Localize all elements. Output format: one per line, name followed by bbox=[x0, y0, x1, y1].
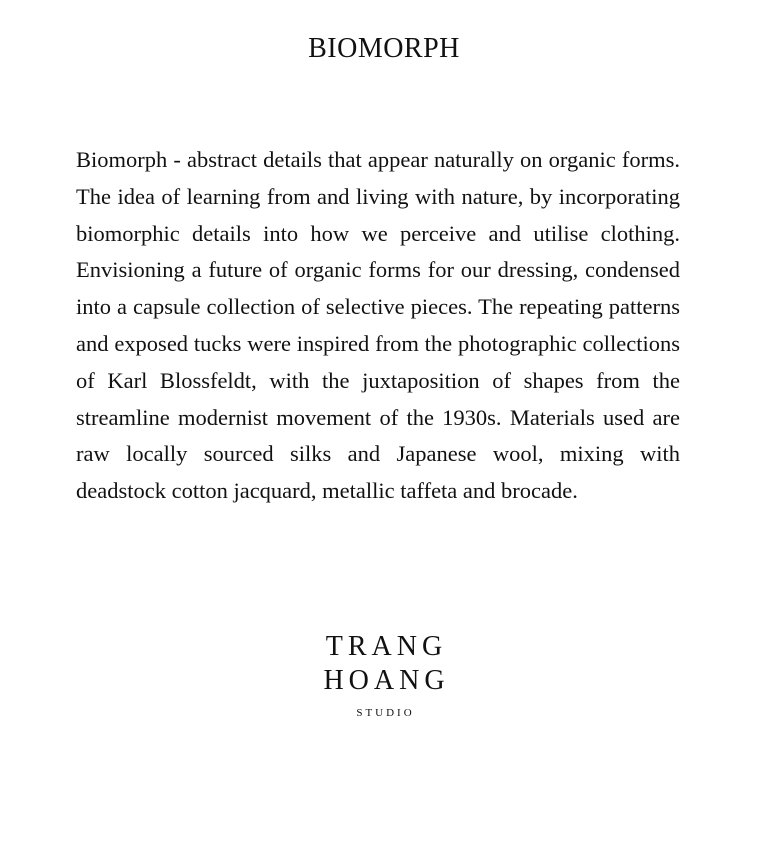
description-paragraph: Biomorph - abstract details that appear naturally on organic forms. The idea of learning from and living with nature, by incorporating biomorphic details into how we perceive and utilise clothing. Envisioning a future of organic forms for our dressing, condensed into a capsule collection of selective pieces. The repeating patterns and exposed tucks were inspired from the photographic collections of Karl Blossfeldt, with the juxtaposition of shapes from the streamline modernist movement of the 1930s. Materials used are raw locally sourced silks and Japanese wool, mixing with deadstock cotton jacquard, metallic taffeta and brocade. bbox=[76, 147, 680, 504]
logo-studio-label: STUDIO bbox=[356, 707, 415, 719]
page-title: BIOMORPH bbox=[308, 33, 460, 64]
logo-line-hoang: HOANG bbox=[323, 665, 450, 696]
studio-logo bbox=[0, 630, 768, 720]
logo-line-trang: TRANG bbox=[325, 631, 448, 662]
